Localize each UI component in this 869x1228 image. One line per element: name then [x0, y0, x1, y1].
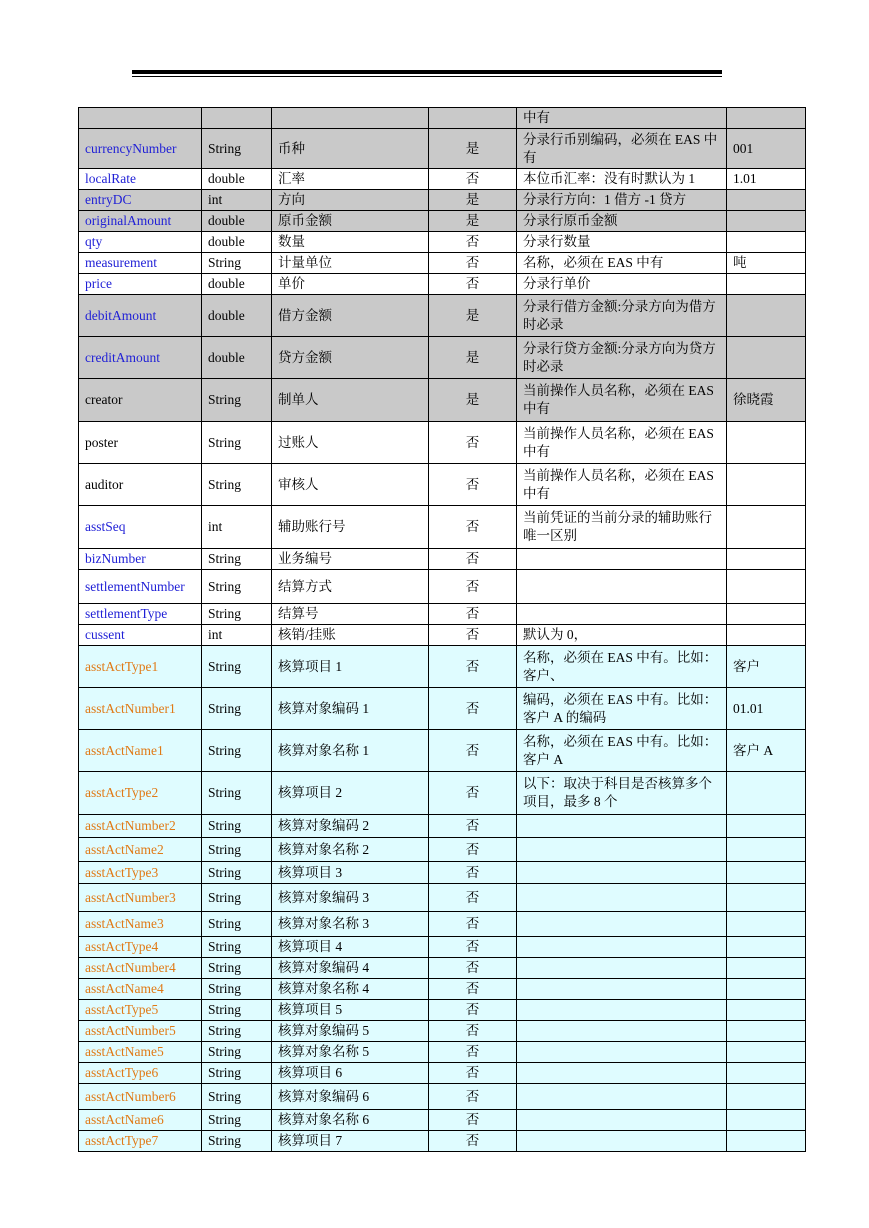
field-required-cell: 否 — [429, 1063, 517, 1084]
field-name-cell: asstActNumber2 — [79, 815, 202, 838]
field-type-cell: String — [202, 1131, 272, 1152]
field-name-cell: bizNumber — [79, 549, 202, 570]
field-label-cell: 计量单位 — [272, 253, 429, 274]
field-required-cell: 否 — [429, 979, 517, 1000]
field-required-cell: 否 — [429, 958, 517, 979]
table-row — [79, 838, 806, 862]
field-example-cell — [727, 912, 806, 937]
field-example-cell: 徐晓霞 — [727, 379, 806, 422]
field-label-cell: 核算项目 3 — [272, 862, 429, 884]
field-type-cell: String — [202, 862, 272, 884]
field-example-cell — [727, 190, 806, 211]
table-row — [79, 422, 806, 464]
header-rule-thin — [132, 76, 722, 77]
field-required-cell: 否 — [429, 862, 517, 884]
field-description-cell: 当前操作人员名称，必须在 EAS 中有 — [517, 464, 727, 506]
field-name-cell: settlementNumber — [79, 570, 202, 604]
field-label-cell: 核算对象编码 2 — [272, 815, 429, 838]
table-row — [79, 730, 806, 772]
field-description-cell — [517, 979, 727, 1000]
field-name-cell: settlementType — [79, 604, 202, 625]
field-type-cell: int — [202, 625, 272, 646]
field-label-cell: 核算对象名称 2 — [272, 838, 429, 862]
field-description-cell — [517, 1042, 727, 1063]
field-label-cell: 核算对象编码 3 — [272, 884, 429, 912]
field-name-cell: asstActNumber6 — [79, 1084, 202, 1110]
field-name-cell: qty — [79, 232, 202, 253]
field-required-cell: 否 — [429, 625, 517, 646]
field-type-cell: String — [202, 129, 272, 169]
table-row — [79, 815, 806, 838]
field-name-cell: localRate — [79, 169, 202, 190]
field-type-cell: double — [202, 337, 272, 379]
field-description-cell: 分录行单价 — [517, 274, 727, 295]
field-required-cell: 否 — [429, 506, 517, 549]
table-row — [79, 884, 806, 912]
field-example-cell: 客户 A — [727, 730, 806, 772]
field-name-cell: asstActNumber3 — [79, 884, 202, 912]
field-type-cell: String — [202, 884, 272, 912]
field-example-cell — [727, 1084, 806, 1110]
field-label-cell: 核算项目 7 — [272, 1131, 429, 1152]
field-example-cell — [727, 337, 806, 379]
field-name-cell: creditAmount — [79, 337, 202, 379]
field-required-cell: 否 — [429, 815, 517, 838]
table-row — [79, 1084, 806, 1110]
field-example-cell — [727, 884, 806, 912]
field-description-cell: 名称，必须在 EAS 中有。比如：客户 A — [517, 730, 727, 772]
field-description-cell — [517, 862, 727, 884]
table-row — [79, 337, 806, 379]
table-row — [79, 958, 806, 979]
field-label-cell: 核算对象编码 5 — [272, 1021, 429, 1042]
field-name-cell: asstActType6 — [79, 1063, 202, 1084]
field-description-cell: 以下：取决于科目是否核算多个项目，最多 8 个 — [517, 772, 727, 815]
field-label-cell: 借方金额 — [272, 295, 429, 337]
field-type-cell: String — [202, 646, 272, 688]
field-type-cell: String — [202, 912, 272, 937]
field-required-cell: 否 — [429, 884, 517, 912]
field-description-cell — [517, 1063, 727, 1084]
table-row — [79, 274, 806, 295]
field-label-cell: 核算对象名称 4 — [272, 979, 429, 1000]
table-row — [79, 232, 806, 253]
field-required-cell: 否 — [429, 464, 517, 506]
field-type-cell: String — [202, 253, 272, 274]
field-label-cell: 过账人 — [272, 422, 429, 464]
table-row — [79, 688, 806, 730]
field-type-cell: String — [202, 1110, 272, 1131]
field-required-cell: 否 — [429, 1000, 517, 1021]
field-type-cell: String — [202, 1042, 272, 1063]
table-row — [79, 772, 806, 815]
field-description-cell — [517, 570, 727, 604]
table-row — [79, 549, 806, 570]
field-type-cell — [202, 108, 272, 129]
field-label-cell: 币种 — [272, 129, 429, 169]
field-label-cell: 核算项目 6 — [272, 1063, 429, 1084]
field-description-cell: 名称，必须在 EAS 中有。比如：客户、 — [517, 646, 727, 688]
field-required-cell: 否 — [429, 1021, 517, 1042]
table-row — [79, 379, 806, 422]
field-example-cell — [727, 937, 806, 958]
field-required-cell: 否 — [429, 688, 517, 730]
field-example-cell — [727, 422, 806, 464]
field-description-cell: 默认为 0， — [517, 625, 727, 646]
field-label-cell: 方向 — [272, 190, 429, 211]
field-required-cell: 是 — [429, 337, 517, 379]
field-description-cell — [517, 937, 727, 958]
table-row — [79, 464, 806, 506]
field-type-cell: double — [202, 211, 272, 232]
field-name-cell: currencyNumber — [79, 129, 202, 169]
table-row — [79, 979, 806, 1000]
field-label-cell: 贷方金额 — [272, 337, 429, 379]
table-row — [79, 108, 806, 129]
field-required-cell — [429, 108, 517, 129]
field-description-cell — [517, 604, 727, 625]
field-example-cell: 001 — [727, 129, 806, 169]
field-required-cell: 否 — [429, 1131, 517, 1152]
field-name-cell — [79, 108, 202, 129]
field-example-cell — [727, 625, 806, 646]
field-example-cell — [727, 815, 806, 838]
field-example-cell — [727, 108, 806, 129]
field-name-cell: asstActNumber4 — [79, 958, 202, 979]
field-example-cell — [727, 295, 806, 337]
field-description-cell: 本位币汇率：没有时默认为 1 — [517, 169, 727, 190]
field-description-cell — [517, 884, 727, 912]
field-description-cell: 中有 — [517, 108, 727, 129]
field-example-cell — [727, 549, 806, 570]
field-type-cell: String — [202, 549, 272, 570]
field-description-cell — [517, 549, 727, 570]
header-rule-thick — [132, 70, 722, 74]
field-description-cell — [517, 838, 727, 862]
field-type-cell: String — [202, 979, 272, 1000]
field-description-cell: 当前操作人员名称，必须在 EAS 中有 — [517, 379, 727, 422]
field-example-cell — [727, 838, 806, 862]
field-example-cell — [727, 979, 806, 1000]
field-type-cell: int — [202, 190, 272, 211]
field-name-cell: asstActName2 — [79, 838, 202, 862]
field-example-cell — [727, 211, 806, 232]
field-example-cell: 客户 — [727, 646, 806, 688]
field-type-cell: String — [202, 937, 272, 958]
table-row — [79, 1131, 806, 1152]
table-row — [79, 129, 806, 169]
table-row — [79, 295, 806, 337]
field-description-cell: 分录行方向：1 借方 -1 贷方 — [517, 190, 727, 211]
field-label-cell: 核算对象名称 6 — [272, 1110, 429, 1131]
field-example-cell — [727, 464, 806, 506]
field-label-cell: 结算号 — [272, 604, 429, 625]
field-name-cell: asstActName4 — [79, 979, 202, 1000]
field-name-cell: price — [79, 274, 202, 295]
field-type-cell: String — [202, 772, 272, 815]
field-label-cell: 原币金额 — [272, 211, 429, 232]
field-required-cell: 是 — [429, 295, 517, 337]
table-row — [79, 937, 806, 958]
field-description-cell — [517, 912, 727, 937]
table-row — [79, 646, 806, 688]
field-label-cell: 核算对象名称 5 — [272, 1042, 429, 1063]
field-type-cell: double — [202, 295, 272, 337]
table-row — [79, 211, 806, 232]
field-name-cell: asstActName3 — [79, 912, 202, 937]
field-example-cell — [727, 232, 806, 253]
field-name-cell: asstActName1 — [79, 730, 202, 772]
field-description-cell — [517, 958, 727, 979]
field-example-cell — [727, 274, 806, 295]
table-row — [79, 1042, 806, 1063]
field-example-cell — [727, 1042, 806, 1063]
field-type-cell: String — [202, 1063, 272, 1084]
field-label-cell: 汇率 — [272, 169, 429, 190]
field-name-cell: asstActName5 — [79, 1042, 202, 1063]
field-description-cell: 分录行币别编码，必须在 EAS 中有 — [517, 129, 727, 169]
field-required-cell: 是 — [429, 211, 517, 232]
field-required-cell: 否 — [429, 1084, 517, 1110]
field-name-cell: asstActNumber5 — [79, 1021, 202, 1042]
field-example-cell — [727, 604, 806, 625]
field-name-cell: originalAmount — [79, 211, 202, 232]
field-example-cell: 吨 — [727, 253, 806, 274]
field-description-cell: 分录行数量 — [517, 232, 727, 253]
field-label-cell: 核算对象名称 1 — [272, 730, 429, 772]
field-label-cell: 制单人 — [272, 379, 429, 422]
field-name-cell: poster — [79, 422, 202, 464]
field-required-cell: 否 — [429, 169, 517, 190]
field-definition-table — [78, 107, 806, 1152]
field-type-cell: String — [202, 688, 272, 730]
field-description-cell: 编码，必须在 EAS 中有。比如：客户 A 的编码 — [517, 688, 727, 730]
table-row — [79, 625, 806, 646]
field-table-body — [79, 108, 806, 1152]
field-name-cell: asstActType1 — [79, 646, 202, 688]
field-description-cell: 名称，必须在 EAS 中有 — [517, 253, 727, 274]
field-required-cell: 否 — [429, 604, 517, 625]
field-example-cell — [727, 506, 806, 549]
field-name-cell: asstActType5 — [79, 1000, 202, 1021]
field-required-cell: 否 — [429, 646, 517, 688]
field-description-cell: 分录行借方金额:分录方向为借方时必录 — [517, 295, 727, 337]
field-type-cell: String — [202, 1021, 272, 1042]
field-type-cell: String — [202, 464, 272, 506]
field-type-cell: double — [202, 274, 272, 295]
field-label-cell: 核算项目 2 — [272, 772, 429, 815]
field-label-cell: 核算对象编码 1 — [272, 688, 429, 730]
field-type-cell: String — [202, 838, 272, 862]
field-label-cell: 数量 — [272, 232, 429, 253]
field-description-cell — [517, 1000, 727, 1021]
field-label-cell: 核算对象编码 6 — [272, 1084, 429, 1110]
field-name-cell: asstActType4 — [79, 937, 202, 958]
field-name-cell: asstActName6 — [79, 1110, 202, 1131]
field-description-cell — [517, 1021, 727, 1042]
field-example-cell: 01.01 — [727, 688, 806, 730]
field-required-cell: 否 — [429, 1042, 517, 1063]
table-row — [79, 862, 806, 884]
field-example-cell: 1.01 — [727, 169, 806, 190]
field-name-cell: asstActType3 — [79, 862, 202, 884]
table-row — [79, 604, 806, 625]
field-label-cell: 结算方式 — [272, 570, 429, 604]
field-name-cell: asstActType7 — [79, 1131, 202, 1152]
field-example-cell — [727, 1110, 806, 1131]
field-required-cell: 否 — [429, 570, 517, 604]
field-name-cell: asstActNumber1 — [79, 688, 202, 730]
field-name-cell: entryDC — [79, 190, 202, 211]
field-example-cell — [727, 1131, 806, 1152]
field-label-cell: 核算对象编码 4 — [272, 958, 429, 979]
table-row — [79, 253, 806, 274]
field-type-cell: String — [202, 1000, 272, 1021]
field-required-cell: 否 — [429, 253, 517, 274]
field-label-cell: 核算项目 1 — [272, 646, 429, 688]
field-description-cell: 当前操作人员名称，必须在 EAS 中有 — [517, 422, 727, 464]
field-description-cell — [517, 815, 727, 838]
table-row — [79, 1063, 806, 1084]
field-required-cell: 否 — [429, 772, 517, 815]
field-type-cell: double — [202, 169, 272, 190]
field-type-cell: String — [202, 730, 272, 772]
field-type-cell: int — [202, 506, 272, 549]
field-type-cell: String — [202, 815, 272, 838]
table-row — [79, 570, 806, 604]
field-required-cell: 是 — [429, 379, 517, 422]
field-description-cell: 当前凭证的当前分录的辅助账行唯一区别 — [517, 506, 727, 549]
field-label-cell: 业务编号 — [272, 549, 429, 570]
field-name-cell: asstSeq — [79, 506, 202, 549]
field-name-cell: cussent — [79, 625, 202, 646]
field-required-cell: 否 — [429, 838, 517, 862]
field-required-cell: 否 — [429, 1110, 517, 1131]
field-type-cell: String — [202, 958, 272, 979]
field-label-cell — [272, 108, 429, 129]
field-required-cell: 否 — [429, 274, 517, 295]
field-label-cell: 核算项目 5 — [272, 1000, 429, 1021]
field-label-cell: 单价 — [272, 274, 429, 295]
field-example-cell — [727, 1000, 806, 1021]
field-name-cell: auditor — [79, 464, 202, 506]
field-name-cell: asstActType2 — [79, 772, 202, 815]
field-required-cell: 是 — [429, 129, 517, 169]
field-type-cell: String — [202, 604, 272, 625]
field-type-cell: String — [202, 422, 272, 464]
field-label-cell: 辅助账行号 — [272, 506, 429, 549]
field-description-cell — [517, 1110, 727, 1131]
field-type-cell: String — [202, 1084, 272, 1110]
table-row — [79, 190, 806, 211]
field-required-cell: 否 — [429, 912, 517, 937]
field-required-cell: 否 — [429, 232, 517, 253]
field-required-cell: 否 — [429, 937, 517, 958]
field-required-cell: 否 — [429, 730, 517, 772]
field-example-cell — [727, 862, 806, 884]
field-label-cell: 核算项目 4 — [272, 937, 429, 958]
table-row — [79, 506, 806, 549]
table-row — [79, 1110, 806, 1131]
field-description-cell — [517, 1131, 727, 1152]
table-row — [79, 912, 806, 937]
field-name-cell: measurement — [79, 253, 202, 274]
field-example-cell — [727, 958, 806, 979]
field-required-cell: 否 — [429, 422, 517, 464]
field-required-cell: 否 — [429, 549, 517, 570]
field-name-cell: debitAmount — [79, 295, 202, 337]
field-description-cell: 分录行贷方金额:分录方向为贷方时必录 — [517, 337, 727, 379]
field-description-cell — [517, 1084, 727, 1110]
field-example-cell — [727, 1063, 806, 1084]
table-row — [79, 1021, 806, 1042]
table-row — [79, 1000, 806, 1021]
field-type-cell: String — [202, 379, 272, 422]
field-name-cell: creator — [79, 379, 202, 422]
field-example-cell — [727, 1021, 806, 1042]
field-label-cell: 审核人 — [272, 464, 429, 506]
field-example-cell — [727, 570, 806, 604]
field-label-cell: 核销/挂账 — [272, 625, 429, 646]
field-description-cell: 分录行原币金额 — [517, 211, 727, 232]
field-required-cell: 是 — [429, 190, 517, 211]
field-label-cell: 核算对象名称 3 — [272, 912, 429, 937]
field-type-cell: String — [202, 570, 272, 604]
field-type-cell: double — [202, 232, 272, 253]
field-example-cell — [727, 772, 806, 815]
table-row — [79, 169, 806, 190]
